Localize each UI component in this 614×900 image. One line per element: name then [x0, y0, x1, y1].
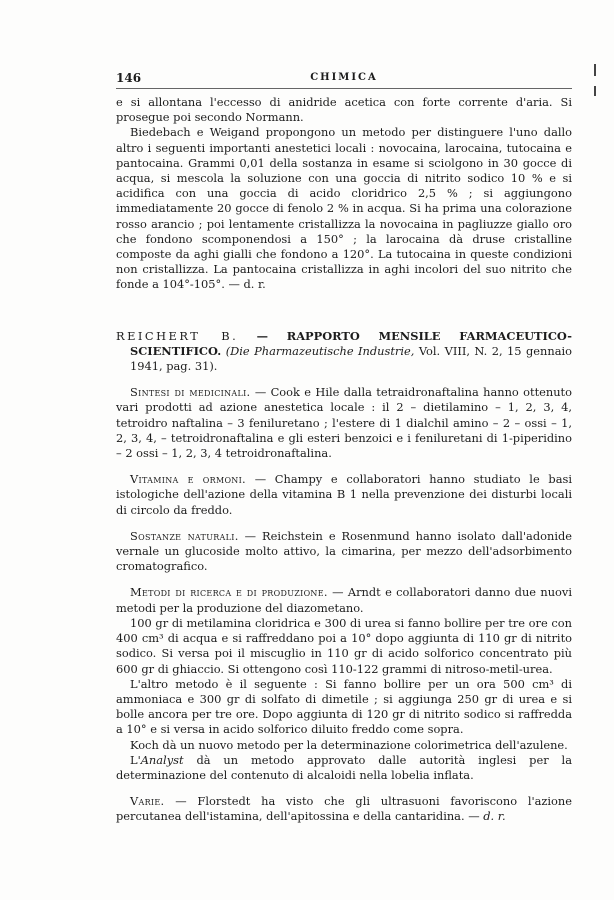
paragraph: 100 gr di metilamina cloridrica e 300 di urea si fanno bollire per tre ore con 400 cm³ di acqua e si raffreddano poi a 10° dopo aggiunta di 110 gr di nitrito sodico. Si versa poi il miscuglio in 110 gr di acido solforico concentrato più 600 gr di ghiaccio. Si ottengono così 110-122 grammi di nitroso-metil-urea. [116, 615, 572, 676]
section-metodi [116, 585, 572, 615]
signature: d. r. [483, 809, 506, 824]
margin-mark [594, 64, 596, 76]
article-author: REICHERT B. [116, 328, 239, 343]
section-heading: Metodi di ricerca e di produzione. [130, 585, 328, 600]
section-heading: Varie. [130, 794, 165, 809]
header-rule [116, 88, 572, 89]
section-text: — Arndt e collaboratori danno due nuovi metodi per la produzione del diazometano. [116, 585, 572, 615]
section-heading: Sostanze naturali. [130, 528, 239, 543]
section-varie [116, 794, 572, 824]
section-heading: Vitamina e ormoni. [130, 472, 246, 487]
section-text: — Champy e collaboratori hanno studiato le basi istologiche dell'azione della vitamina B 1 nella prevenzione dei disturbi locali di circolo da freddo. [116, 472, 572, 517]
running-head: CHIMICA [310, 72, 378, 83]
section-text: — Florstedt ha visto che gli ultrasuoni favoriscono l'azione percutanea dell'istamina, dell'apitossina e della cantaridina. — [116, 794, 572, 824]
section-sostanze [116, 529, 572, 575]
article-heading [116, 329, 572, 375]
article-title: — RAPPORTO MENSILE FARMACEUTICO-SCIENTIFICO. [130, 328, 572, 358]
text-fragment: L' [130, 752, 141, 767]
journal-name: Analyst [140, 752, 184, 767]
text-fragment: dà un metodo approvato dalle autorità inglesi per la determinazione del contenuto di alcaloidi nella lobelia inflata. [116, 752, 572, 782]
paragraph: e si allontana l'eccesso di anidride acetica con forte corrente d'aria. Si prosegue poi secondo Normann. [116, 95, 572, 125]
section-text: — Cook e Hile dalla tetraidronaftalina hanno ottenuto vari prodotti ad azione anestetica locale : il 2 – dietilamino – 1, 2, 3, 4, tetroidro naftalina – 3 feniluretano ; l'estere di 1 dialchil amino – 2 – ossi – 1, 2, 3, 4, – tetroidronaftalina e gli esteri benzoici e i feniluretani di 1-piperidino – 2 ossi – 1, 2, 3, 4 tetroidronaftalina. [116, 385, 572, 461]
paragraph: L'altro metodo è il seguente : Si fanno bollire per un ora 500 cm³ di ammoniaca e 300 gr di solfato di dimetile ; si aggiunga 250 gr di urea e si bolle ancora per tre ore. Dopo aggiunta di 120 gr di nitrito sodico si raffredda a 10° e si versa in acido solforico diluito freddo come sopra. [116, 676, 572, 737]
page-header [116, 71, 572, 85]
margin-mark [594, 86, 596, 96]
section-sintesi [116, 385, 572, 461]
paragraph [116, 753, 572, 783]
article-source-journal: (Die Pharmazeutische Industrie, [225, 343, 415, 358]
article-source-details: Vol. VIII, N. 2, 15 gennaio 1941, pag. 31). [130, 343, 573, 374]
section-text: — Reichstein e Rosenmund hanno isolato dall'adonide vernale un glucoside molto attivo, la cimarina, per mezzo dell'adsorbimento cromatografico. [116, 528, 572, 574]
paragraph: Koch dà un nuovo metodo per la determinazione colorimetrica dell'azulene. [130, 737, 568, 752]
paragraph: Biedebach e Weigand propongono un metodo per distinguere l'uno dallo altro i seguenti importanti anestetici locali : novocaina, larocaina, tutocaina e pantocaina. Grammi 0,01 della sostanza in esame si sciolgono in 30 gocce di acqua, si mescola la soluzione con una goccia di nitrito sodico 10 % e si acidifica con una goccia di acido cloridrico 2,5 % ; si aggiungono immediatamente 20 gocce di fenolo 2 % in acqua. Si ha prima una colorazione rosso arancio ; poi lentamente cristallizza la novocaina in pagliuzze giallo oro che fondono scomponendosi a 150° ; la larocaina dà druse cristalline composte da aghi gialli che fondono a 120°. La tutocaina in queste condizioni non cristallizza. La pantocaina cristallizza in aghi incolori del suo nitrito che fonde a 104°-105°. — d. r. [116, 125, 572, 292]
page-body [116, 95, 572, 825]
section-vitamina [116, 472, 572, 518]
section-heading: Sintesi di medicinali. [130, 385, 251, 400]
page-number: 146 [116, 71, 142, 85]
